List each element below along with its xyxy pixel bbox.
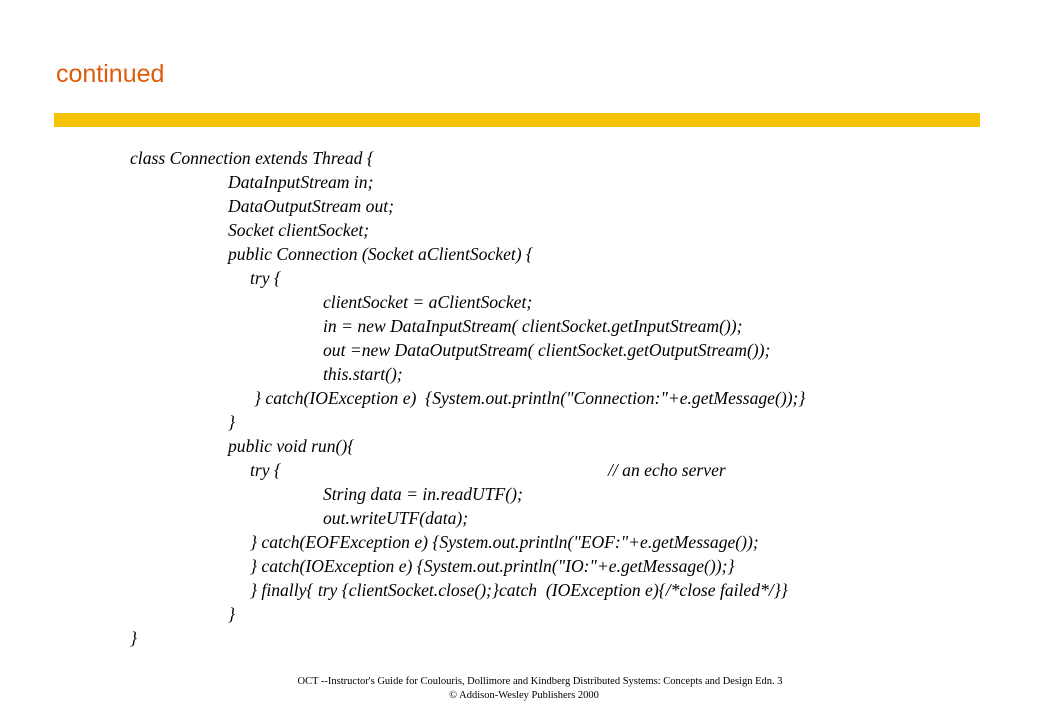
footer-citation: OCT --Instructor's Guide for Coulouris, Dollimore and Kindberg Distributed Systems: Concepts and Design Edn. 3 [297, 676, 783, 687]
code-line-close-run: } [228, 604, 236, 624]
code-line-finally: } finally{ try {clientSocket.close();}catch (IOException e){/*close failed*/}} [250, 580, 788, 600]
title-underline-bar [54, 113, 980, 127]
code-line-input-stream: in = new DataInputStream( clientSocket.getInputStream()); [323, 316, 743, 336]
code-line-field-out: DataOutputStream out; [228, 196, 394, 216]
code-line-close-class: } [130, 628, 138, 648]
code-line-read: String data = in.readUTF(); [323, 484, 523, 504]
code-line-start: this.start(); [323, 364, 403, 384]
code-line-output-stream: out =new DataOutputStream( clientSocket.getOutputStream()); [323, 340, 771, 360]
code-line-constructor: public Connection (Socket aClientSocket) { [228, 244, 534, 264]
code-line-catch-io-run: } catch(IOException e) {System.out.println("IO:"+e.getMessage());} [250, 556, 735, 576]
code-comment-echo-server: // an echo server [608, 460, 726, 480]
code-line-field-socket: Socket clientSocket; [228, 220, 370, 240]
code-line-try-run: try { [250, 460, 281, 480]
code-line-run: public void run(){ [228, 436, 355, 456]
slide-title: continued [56, 60, 165, 88]
code-line-field-in: DataInputStream in; [228, 172, 374, 192]
code-line-catch-io: } catch(IOException e) {System.out.println("Connection:"+e.getMessage());} [254, 388, 806, 408]
code-line-assign-socket: clientSocket = aClientSocket; [323, 292, 533, 312]
footer-copyright: © Addison-Wesley Publishers 2000 [449, 690, 599, 701]
code-line-try: try { [250, 268, 281, 288]
code-line-class-decl: class Connection extends Thread { [130, 148, 374, 168]
code-line-close-constructor: } [228, 412, 236, 432]
code-line-write: out.writeUTF(data); [323, 508, 469, 528]
code-line-catch-eof: } catch(EOFException e) {System.out.println("EOF:"+e.getMessage()); [250, 532, 759, 552]
